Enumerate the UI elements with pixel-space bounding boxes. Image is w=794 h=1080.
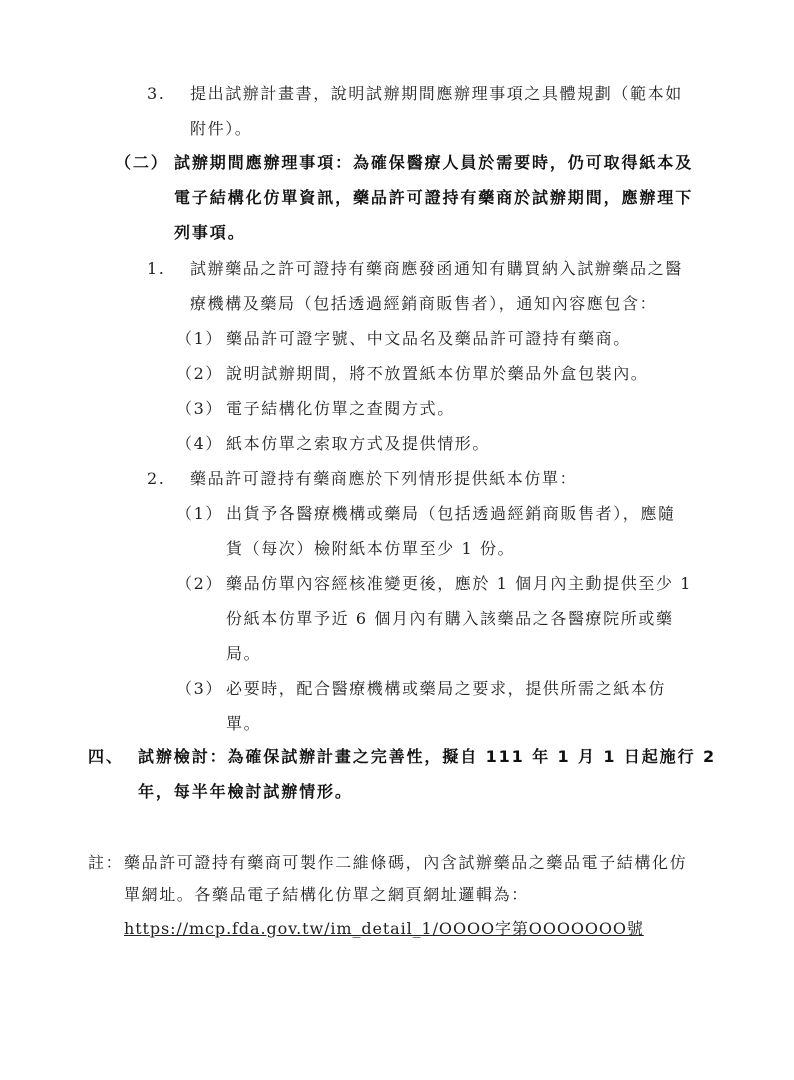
part-2-heading-line-2: 電子結構化仿單資訊，藥品許可證持有藥商於試辦期間，應辦理下 <box>174 188 694 207</box>
item-3-text-line-1: 提出試辦計畫書，說明試辦期間應辦理事項之具體規劃（範本如 <box>190 84 683 103</box>
item-1-sub-2-number: （2） <box>176 364 223 383</box>
item-1-sub-2-text: 說明試辦期間，將不放置紙本仿單於藥品外盒包裝內。 <box>226 364 649 383</box>
item-1-text-line-1: 試辦藥品之許可證持有藥商應發函通知有購買納入試辦藥品之醫 <box>190 259 683 278</box>
note-url-link[interactable]: https://mcp.fda.gov.tw/im_detail_1/OOOO字第OOOOOOO號 <box>124 919 644 938</box>
section-4-text-line-2: 年，每半年檢討試辦情形。 <box>138 782 353 801</box>
note-text-line-2: 單網址。各藥品電子結構化仿單之網頁網址邏輯為： <box>124 885 529 904</box>
item-1-text-line-2: 療機構及藥局（包括透過經銷商販售者），通知內容應包含： <box>190 294 658 313</box>
part-2-heading-line-3: 列事項。 <box>174 223 246 242</box>
item-2-sub-1-text-line-2: 貨（每次）檢附紙本仿單至少 1 份。 <box>226 539 516 558</box>
item-1-sub-4-number: （4） <box>176 434 223 453</box>
item-1-sub-4-text: 紙本仿單之索取方式及提供情形。 <box>226 434 491 453</box>
item-1-sub-1-number: （1） <box>176 329 223 348</box>
item-2-sub-2-text-line-1: 藥品仿單內容經核准變更後，應於 1 個月內主動提供至少 1 <box>226 574 693 593</box>
item-2-sub-1-number: （1） <box>176 504 223 523</box>
item-1-number: 1. <box>147 259 166 278</box>
item-2-sub-3-text-line-1: 必要時，配合醫療機構或藥局之要求，提供所需之紙本仿 <box>226 679 667 698</box>
item-1-sub-3-text: 電子結構化仿單之查閱方式。 <box>226 399 455 418</box>
note-text-line-1: 藥品許可證持有藥商可製作二維條碼，內含試辦藥品之藥品電子結構化仿 <box>124 853 688 872</box>
item-2-sub-2-text-line-2: 份紙本仿單予近 6 個月內有購入該藥品之各醫療院所或藥 <box>226 609 674 628</box>
item-3-number: 3. <box>147 84 166 103</box>
section-4-number: 四、 <box>88 747 124 766</box>
item-3-text-line-2: 附件）。 <box>190 119 253 138</box>
item-1-sub-1-text: 藥品許可證字號、中文品名及藥品許可證持有藥商。 <box>226 329 631 348</box>
section-4-text-line-1: 試辦檢討：為確保試辦計畫之完善性，擬自 111 年 1 月 1 日起施行 2 <box>138 747 716 766</box>
item-2-number: 2. <box>147 469 166 488</box>
item-2-sub-2-text-line-3: 局。 <box>226 644 262 663</box>
item-2-sub-1-text-line-1: 出貨予各醫療機構或藥局（包括透過經銷商販售者），應隨 <box>226 504 676 523</box>
item-2-sub-3-number: （3） <box>176 679 223 698</box>
item-2-sub-2-number: （2） <box>176 574 223 593</box>
item-1-sub-3-number: （3） <box>176 399 223 418</box>
item-2-text: 藥品許可證持有藥商應於下列情形提供紙本仿單： <box>190 469 578 488</box>
part-2-number: （二） <box>115 153 169 172</box>
item-2-sub-3-text-line-2: 單。 <box>226 714 262 733</box>
note-label: 註： <box>88 853 124 872</box>
part-2-heading-line-1: 試辦期間應辦理事項：為確保醫療人員於需要時，仍可取得紙本及 <box>174 153 694 172</box>
